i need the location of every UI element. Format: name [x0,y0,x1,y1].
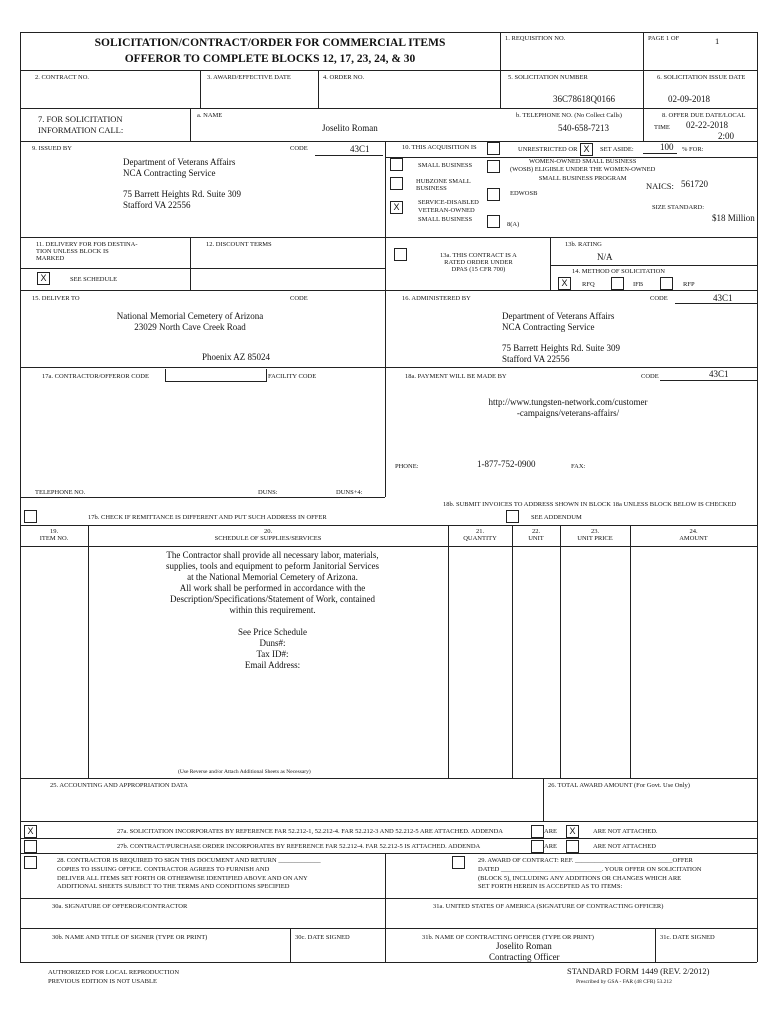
col-unit: 22. UNIT [528,528,544,543]
remittance-label: 17b. CHECK IF REMITTANCE IS DIFFERENT AND PUT SUCH ADDRESS IN OFFER [88,514,327,521]
small-business-checkbox[interactable] [390,158,403,171]
sdvosb-label: SERVICE-DISABLED VETERAN-OWNED SMALL BUSINESS [418,199,479,223]
eighta-label: 8(A) [507,221,520,228]
page-label: PAGE 1 OF [648,35,680,42]
see-schedule-checkbox[interactable]: X [37,272,50,285]
signer-date-label: 30c. DATE SIGNED [295,934,350,941]
signer-name-label: 30b. NAME AND TITLE OF SIGNER (TYPE OR PRINT) [52,934,208,941]
offer-due-date: 02-22-2018 [686,120,728,130]
issued-by-label: 9. ISSUED BY [32,145,72,152]
officer-date-label: 31c. DATE SIGNED [660,934,715,941]
ifb-checkbox[interactable] [611,277,624,290]
set-aside-label: SET ASIDE: [600,146,634,153]
duns-label: DUNS: [258,489,278,496]
naics-code: 561720 [681,179,708,189]
ifb-label: IFB [633,281,644,288]
payment-url[interactable]: http://www.tungsten-network.com/customer -campaigns/veterans-affairs/ [488,397,648,418]
rated-order-checkbox[interactable] [394,248,407,261]
administered-by-address: Department of Veterans Affairs NCA Contracting Service 75 Barrett Heights Rd. Suite 309 Stafford VA 22556 [502,311,620,365]
administered-code: 43C1 [713,293,733,303]
size-standard-label: SIZE STANDARD: [652,204,705,211]
rfp-checkbox[interactable] [660,277,673,290]
rated-order-label: 13a. THIS CONTRACT IS A RATED ORDER UNDER DPAS (15 CFR 700) [440,252,517,274]
rfq-checkbox[interactable]: X [558,277,571,290]
see-addendum-label: SEE ADDENDUM [531,514,582,521]
award-date-label: 3. AWARD/EFFECTIVE DATE [207,74,291,81]
addenda-not-label-b: ARE NOT ATTACHED [593,843,656,850]
unrestricted-label: UNRESTRICTED OR [518,146,578,153]
unrestricted-checkbox[interactable]: X [580,143,593,156]
footer-reproduction-note: AUTHORIZED FOR LOCAL REPRODUCTION PREVIOUS EDITION IS NOT USABLE [48,969,180,986]
title-line-2: OFFEROR TO COMPLETE BLOCKS 12, 17, 23, 24, & 30 [124,52,416,65]
issue-date-label: 6. SOLICITATION ISSUE DATE [657,74,746,81]
payment-code-label: CODE [641,373,659,380]
payment-phone: 1-877-752-0900 [477,459,536,469]
telephone-label: b. TELEPHONE NO. (No Collect Calls) [516,112,622,119]
sdvosb-checkbox[interactable]: X [390,201,403,214]
col-item-no: 19. ITEM NO. [39,528,69,543]
submit-invoices-label: 18b. SUBMIT INVOICES TO ADDRESS SHOWN IN BLOCK 18a UNLESS BLOCK BELOW IS CHECKED [443,501,737,508]
payment-label: 18a. PAYMENT WILL BE MADE BY [405,373,507,380]
contact-name: Joselito Roman [322,123,378,133]
addenda-are-checkbox-b[interactable] [531,840,544,853]
solicitation-27a-checkbox[interactable]: X [24,825,37,838]
col-amount: 24. AMOUNT [679,528,708,543]
administered-code-label: CODE [650,295,668,302]
contractor-sign-text: 28. CONTRACTOR IS REQUIRED TO SIGN THIS DOCUMENT AND RETURN _____________ COPIES TO ISSUING OFFICE. CONTRACTOR AGREES TO FURNISH AND DELIVER ALL ITEMS SET FORTH OR OTHERWISE IDENTIFIED ABOVE AND ON ANY ADDITIONAL SHEETS SUBJECT TO THE TERMS AND CONDITIONS SPECIFIED [57,857,321,891]
payment-code: 43C1 [709,369,729,379]
method-label: 14. METHOD OF SOLICITATION [572,268,666,275]
wosb-label: WOMEN-OWNED SMALL BUSINESS (WOSB) ELIGIBLE UNDER THE WOMEN-OWNED SMALL BUSINESS PROGRAM [510,158,656,182]
see-schedule-label: SEE SCHEDULE [70,276,118,283]
set-aside-percent: 100 [660,142,674,152]
addenda-are-label-b: ARE [544,843,557,850]
addenda-not-checkbox-b[interactable] [566,840,579,853]
award-checkbox[interactable] [452,856,465,869]
order-no-label: 4. ORDER NO. [323,74,365,81]
schedule-description: The Contractor shall provide all necessary labor, materials, supplies, tools and equipment to peform Janitorial Services at the National Memorial Cemetery of Arizona. All work shall be performed in accordance with the Description/Specifications/Statement of Work, contained within this requirement. See Price Schedule Duns#: Tax ID#: Email Address: [166,550,379,670]
issue-date: 02-09-2018 [668,94,710,104]
acquisition-label: 10. THIS ACQUISITION IS [402,144,477,151]
contact-phone: 540-658-7213 [558,123,609,133]
small-business-label: SMALL BUSINESS [418,162,473,169]
eighta-checkbox[interactable] [487,215,500,228]
edwosb-checkbox[interactable] [487,188,500,201]
wosb-checkbox[interactable] [487,160,500,173]
col-quantity: 21. QUANTITY [463,528,497,543]
deliver-to-label: 15. DELIVER TO [32,295,80,302]
time-label: TIME [654,124,670,131]
solicitation-number-label: 5. SOLICITATION NUMBER [508,74,588,81]
addendum-checkbox[interactable] [506,510,519,523]
form-title [40,37,500,65]
use-reverse-note: (Use Reverse and/or Attach Additional Sheets as Necessary) [178,769,311,775]
contractor-sign-checkbox[interactable] [24,856,37,869]
title-line-1: SOLICITATION/CONTRACT/ORDER FOR COMMERCIAL ITEMS [94,37,446,49]
telephone-no-label: TELEPHONE NO. [35,489,86,496]
col-schedule: 20. SCHEDULE OF SUPPLIES/SERVICES [214,528,322,543]
solicitation-number: 36C78618Q0166 [553,94,616,104]
officer-title: Contracting Officer [489,952,560,962]
fob-label: 11. DELIVERY FOR FOB DESTINA- TION UNLESS BLOCK IS MARKED [36,241,138,263]
signature-offeror-label: 30a. SIGNATURE OF OFFEROR/CONTRACTOR [52,903,188,910]
payment-phone-label: PHONE: [395,463,419,470]
officer-name-label: 31b. NAME OF CONTRACTING OFFICER (TYPE OR PRINT) [422,934,594,941]
rating-label: 13b. RATING [565,241,602,248]
col-unit-price: 23. UNIT PRICE [577,528,613,543]
payment-fax-label: FAX: [571,463,586,470]
remittance-checkbox[interactable] [24,510,37,523]
contract-27b-checkbox[interactable] [24,840,37,853]
deliver-to-city: Phoenix AZ 85024 [202,352,271,362]
contract-27b-label: 27b. CONTRACT/PURCHASE ORDER INCORPORATES BY REFERENCE FAR 52.212-4. FAR 52.212-5 IS ATTACHED. ADDENDA [117,843,481,850]
addenda-are-label-a: ARE [544,828,557,835]
deliver-to-address: National Memorial Cemetery of Arizona 23029 North Cave Creek Road [116,311,264,332]
award-text: 29. AWARD OF CONTRACT: REF. ______________________________OFFER DATED _______________________________. YOUR OFFER ON SOLICITATION (BLOCK 5), INCLUDING ANY ADDITIONS OR CHANGES WHICH ARE SET FORTH HEREIN IS ACCEPTED AS TO ITEMS: [478,857,702,891]
duns4-label: DUNS+4: [336,489,363,496]
addenda-are-checkbox-a[interactable] [531,825,544,838]
administered-by-label: 16. ADMINISTERED BY [402,295,471,302]
rfq-label: RFQ [582,281,595,288]
prescribed-by-label: Prescribed by GSA - FAR (48 CFR) 53.212 [576,979,672,985]
name-label: a. NAME [197,112,223,119]
rfp-label: RFP [683,281,695,288]
edwosb-label: EDWOSB [510,190,538,197]
facility-code-label: FACILITY CODE [268,373,317,380]
addenda-not-label-a: ARE NOT ATTACHED. [593,828,658,835]
contractor-label: 17a. CONTRACTOR/OFFEROR CODE [42,373,149,380]
standard-form-label: STANDARD FORM 1449 (REV. 2/2012) [567,966,710,976]
addenda-not-checkbox-a[interactable]: X [566,825,579,838]
naics-label: NAICS: [646,181,674,191]
total-award-label: 26. TOTAL AWARD AMOUNT (For Govt. Use Only) [548,782,690,789]
size-standard: $18 Million [712,213,755,223]
contractor-code-field[interactable] [165,369,267,382]
solicitation-info-label: 7. FOR SOLICITATION INFORMATION CALL: [38,114,124,135]
requisition-label: 1. REQUISITION NO. [505,35,566,42]
issued-by-code: 43C1 [350,144,370,154]
hubzone-label: HUBZONE SMALL BUSINESS [416,178,471,193]
accounting-label: 25. ACCOUNTING AND APPROPRIATION DATA [50,782,188,789]
offer-due-time: 2:00 [718,131,735,141]
discount-terms-label: 12. DISCOUNT TERMS [206,241,272,248]
acquisition-checkbox[interactable] [487,142,500,155]
page-total: 1 [715,36,720,46]
deliver-code-label: CODE [290,295,308,302]
solicitation-27a-label: 27a. SOLICITATION INCORPORATES BY REFERENCE FAR 52.212-1, 52.212-4. FAR 52.212-3 AND 52.212-5 ARE ATTACHED. ADDENDA [117,828,503,835]
contract-no-label: 2. CONTRACT NO. [35,74,90,81]
issued-by-code-label: CODE [290,145,308,152]
percent-for-label: % FOR: [682,146,704,153]
signature-officer-label: 31a. UNITED STATES OF AMERICA (SIGNATURE OF CONTRACTING OFFICER) [433,903,664,910]
officer-name: Joselito Roman [496,941,552,951]
offer-due-label: 8. OFFER DUE DATE/LOCAL [662,112,746,119]
issued-by-address: Department of Veterans Affairs NCA Contracting Service 75 Barrett Heights Rd. Suite 309 Stafford VA 22556 [123,157,241,211]
rating-value: N/A [597,252,613,262]
hubzone-checkbox[interactable] [390,177,403,190]
